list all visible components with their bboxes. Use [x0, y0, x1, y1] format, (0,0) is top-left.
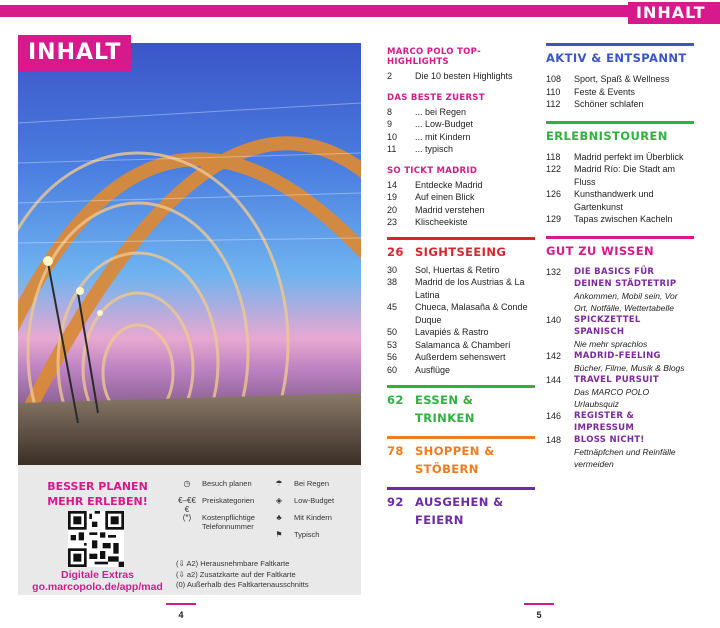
clock-icon: ◷: [183, 479, 191, 488]
toc-entry[interactable]: 19 Auf einen Blick: [387, 192, 475, 202]
toc-list: [387, 264, 535, 377]
toc-entry[interactable]: 144 TRAVEL PURSUIT Das MARCO POLO Urlaubsquiz: [546, 374, 659, 409]
toc-entry[interactable]: 118 Madrid perfekt im Überblick: [546, 151, 684, 162]
toc-entry[interactable]: 126 Kunsthandwerk und Gartenkunst: [546, 189, 654, 212]
section-heading: DAS BESTE ZUERST: [387, 92, 485, 103]
toc-list: [387, 179, 535, 229]
section-heading-touren[interactable]: ERLEBNISTOUREN: [546, 128, 668, 143]
section-rule: [387, 385, 535, 388]
cover-photo: [18, 43, 361, 465]
page-number-right: 5: [536, 610, 542, 620]
top-accent-bar: [0, 5, 628, 17]
digital-extras: [20, 569, 175, 593]
toc-entry[interactable]: 129 Tapas zwischen Kacheln: [546, 214, 673, 224]
section-heading-shoppen[interactable]: 78 SHOPPEN & STÖBERN: [387, 444, 495, 476]
section-heading-sightseeing[interactable]: 26 SIGHTSEEING: [387, 244, 507, 259]
section-rule: [546, 43, 694, 46]
section-heading-wissen[interactable]: GUT ZU WISSEN: [546, 243, 654, 258]
toc-entry[interactable]: 23 Klischeekiste: [387, 217, 468, 227]
section-rule: [387, 487, 535, 490]
toc-entry[interactable]: 108 Sport, Spaß & Wellness: [546, 74, 670, 84]
qr-code-icon[interactable]: [68, 511, 124, 567]
bridge-illustration: [18, 43, 361, 465]
umbrella-icon: ☂: [275, 479, 283, 488]
toc-entry[interactable]: 110 Feste & Events: [546, 86, 636, 97]
section-heading-essen[interactable]: 62 ESSEN & TRINKEN: [387, 393, 475, 425]
toc-entry[interactable]: 60 Ausflüge: [387, 364, 451, 375]
toc-entry[interactable]: 148 BLOSS NICHT! Fettnäpfchen und Reinfälle vermeiden: [546, 434, 676, 469]
info-panel: BESSER PLANEN MEHR ERLEBEN! Digitale Extras go.marcopolo.de/app/mad ◷ Besuch planen €–€€€ Preiskategorien (*) Kostenpflichtige Telefonnummer ☂ Bei Regen ◈ Low-Budget ♣ Mit Kindern ⚑ Typisch (⇩ A2) Herausnehmbare Faltkarte (⇩ a2) Zusatzkarte auf der Faltkarte (0) Außerhalb des Faltkartenausschnitts: [18, 465, 361, 595]
toc-entry[interactable]: 9 ... Low-Budget: [387, 119, 474, 129]
toc-entry[interactable]: 50 Lavapiés & Rastro: [387, 327, 489, 337]
promo-line-2: MEHR ERLEBEN!: [47, 495, 148, 508]
toc-list: [546, 151, 694, 226]
toc-entry[interactable]: 30 Sol, Huertas & Retiro: [387, 264, 500, 275]
section-heading-aktiv[interactable]: AKTIV & ENTSPANNT: [546, 51, 687, 65]
toc-list: [546, 266, 694, 470]
family-icon: ♣: [276, 513, 282, 522]
toc-entry[interactable]: 8 ... bei Regen: [387, 106, 467, 117]
promo-line-1: BESSER PLANEN: [47, 480, 148, 493]
toc-entry[interactable]: 112 Schöner schlafen: [546, 99, 644, 109]
toc-entry[interactable]: 38 Madrid de los Austrias & La Latina: [387, 277, 525, 300]
contents-column-2: [546, 43, 694, 470]
page-number-left: 4: [178, 610, 184, 620]
map-legend: (⇩ A2) Herausnehmbare Faltkarte (⇩ a2) Zusatzkarte auf der Faltkarte (0) Außerhalb des Faltkartenausschnitts: [176, 559, 309, 589]
section-heading: SO TICKT MADRID: [387, 165, 478, 176]
toc-entry[interactable]: 45 Chueca, Malasaña & Conde Duque: [387, 302, 528, 325]
page-marker-left: [166, 603, 196, 605]
extras-title: Digitale Extras: [61, 569, 134, 581]
toc-entry[interactable]: 20 Madrid verstehen: [387, 204, 485, 215]
section-heading: MARCO POLO TOP-HIGHLIGHTS: [387, 47, 481, 67]
page-title: INHALT: [18, 35, 131, 71]
toc-entry[interactable]: 2 Die 10 besten Highlights: [387, 71, 513, 81]
section-heading-ausgehen[interactable]: 92 AUSGEHEN & FEIERN: [387, 495, 504, 527]
price-icon: €–€€€: [178, 496, 196, 514]
toc-entry[interactable]: 132 DIE BASICS FÜR DEINEN STÄDTETRIP Ankommen, Mobil sein, Vor Ort, Notfälle, Wettertabelle: [546, 266, 678, 313]
toc-entry[interactable]: 10 ... mit Kindern: [387, 131, 471, 142]
toc-entry[interactable]: 53 Salamanca & Chamberí: [387, 339, 511, 350]
asterisk-icon: (*): [182, 513, 192, 522]
toc-list: [546, 73, 694, 111]
promo-heading: [30, 479, 165, 509]
toc-entry[interactable]: 56 Außerdem sehenswert: [387, 352, 506, 362]
flag-icon: ⚑: [275, 530, 283, 539]
toc-entry[interactable]: 146 REGISTER & IMPRESSUM: [546, 410, 635, 433]
toc-entry[interactable]: 122 Madrid Río: Die Stadt am Fluss: [546, 164, 676, 187]
coin-icon: ◈: [275, 496, 283, 505]
section-rule: [387, 237, 535, 240]
section-rule: [546, 121, 694, 124]
toc-entry[interactable]: 11 ... typisch: [387, 144, 454, 154]
section-rule: [546, 236, 694, 239]
section-rule: [387, 436, 535, 439]
toc-entry[interactable]: 140 SPICKZETTEL SPANISCH Nie mehr sprachlos: [546, 314, 648, 349]
extras-url[interactable]: go.marcopolo.de/app/mad: [32, 581, 163, 593]
toc-entry[interactable]: 14 Entdecke Madrid: [387, 179, 483, 190]
toc-list: [387, 106, 535, 156]
contents-column-1: [387, 47, 535, 529]
page-marker-right: [524, 603, 554, 605]
corner-title: INHALT: [628, 2, 720, 24]
toc-entry[interactable]: 142 MADRID-FEELING Bücher, Filme, Musik & Blogs: [546, 350, 685, 373]
